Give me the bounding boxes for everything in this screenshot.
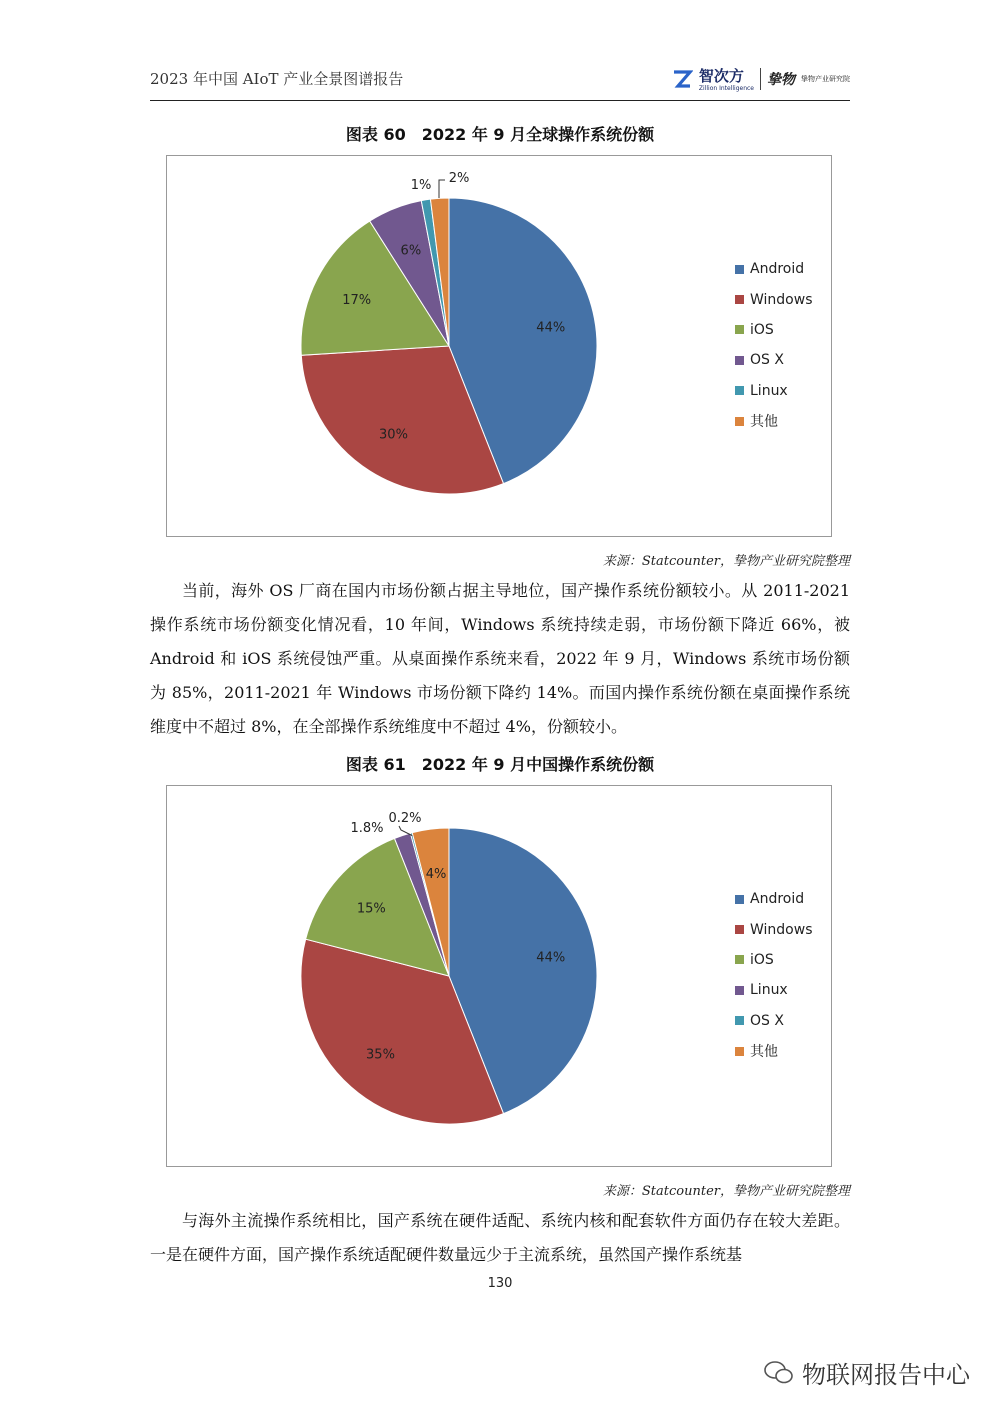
pie-data-label: 1.8% [350, 821, 384, 836]
legend-label: 其他 [750, 414, 778, 431]
logo-primary [699, 66, 754, 92]
figure-61-source: 来源：Statcounter，挚物产业研究院整理 [602, 1184, 850, 1199]
zillion-logo-icon [671, 68, 693, 90]
legend-item [735, 254, 813, 284]
header-title: 2023 年中国 AIoT 产业全景图谱报告 [150, 70, 404, 88]
legend-swatch [735, 1016, 744, 1025]
logo-divider [760, 68, 761, 90]
legend-label: Windows [750, 921, 813, 938]
wechat-icon [764, 1360, 794, 1386]
legend-label: Android [750, 891, 805, 908]
legend-item [735, 1006, 813, 1036]
page-header [150, 62, 850, 102]
pie-data-label: 30% [379, 427, 408, 443]
legend-item [735, 914, 813, 944]
legend-item [735, 945, 813, 975]
logo-primary-text: 智次方 [698, 67, 744, 85]
legend-item [735, 884, 813, 914]
figure-61-title: 图表 61 2022 年 9 月中国操作系统份额 [345, 755, 655, 774]
logo-primary-subtext: Zillion Intelligence [698, 85, 754, 92]
legend-label: Linux [750, 382, 788, 399]
figure-61-chart [166, 785, 832, 1167]
legend-label: OS X [750, 352, 784, 369]
body-paragraph-2: 与海外主流操作系统相比，国产系统在硬件适配、系统内核和配套软件方面仍存在较大差距。一是在硬件方面，国产操作系统适配硬件数量远少于主流系统，虽然国产操作系统基 [150, 1211, 850, 1264]
legend-label: OS X [750, 1012, 784, 1029]
pie-data-label: 4% [425, 867, 447, 883]
legend-item [735, 1036, 813, 1066]
pie-data-label: 44% [536, 950, 566, 966]
figure-61-pie [167, 786, 831, 1166]
body-paragraph-1: 当前，海外 OS 厂商在国内市场份额占据主导地位，国产操作系统份额较小。从 2011-2021 操作系统市场份额变化情况看，10 年间，Windows 系统持续走弱，市场份额下降近 66%，被 Android 和 iOS 系统侵蚀严重。从桌面操作系统来看，2022 年 9 月，Windows 系统市场份额为 85%，2011-2021 年 Windows 市场份额下降约 14%。而国内操作系统份额在桌面操作系统维度中不超过 8%，在全部操作系统维度中不超过 4%，份额较小。 [150, 581, 850, 736]
legend-swatch [735, 955, 744, 964]
header-logo [671, 66, 850, 92]
legend-label: Android [750, 261, 805, 278]
figure-60-title: 图表 60 2022 年 9 月全球操作系统份额 [345, 125, 655, 144]
figure-61-legend [735, 884, 813, 1066]
pie-data-label: 44% [536, 320, 566, 336]
figure-60-legend [735, 254, 813, 436]
legend-swatch [735, 417, 744, 426]
logo-secondary-subtext: 挚物产业研究院 [801, 75, 850, 83]
legend-item [735, 406, 813, 436]
pie-data-label: 0.2% [388, 811, 422, 826]
pie-leader-line [439, 180, 445, 198]
legend-swatch [735, 265, 744, 274]
legend-swatch [735, 356, 744, 365]
legend-label: iOS [750, 321, 774, 338]
legend-label: iOS [750, 951, 774, 968]
figure-60-pie [167, 156, 831, 536]
legend-swatch [735, 295, 744, 304]
legend-label: Windows [750, 291, 813, 308]
page-number: 130 [487, 1276, 513, 1291]
pie-data-label: 2% [448, 171, 470, 186]
pie-data-label: 1% [410, 178, 432, 193]
legend-item [735, 975, 813, 1005]
pie-data-label: 35% [366, 1047, 395, 1063]
legend-swatch [735, 325, 744, 334]
legend-swatch [735, 895, 744, 904]
pie-data-label: 17% [342, 292, 372, 308]
legend-item [735, 284, 813, 314]
watermark-text: 物联网报告中心 [802, 1361, 970, 1389]
legend-swatch [735, 386, 744, 395]
header-divider [150, 100, 850, 101]
logo-secondary-text: 挚物 [767, 72, 795, 88]
watermark [764, 1355, 970, 1390]
legend-swatch [735, 925, 744, 934]
pie-data-label: 6% [400, 243, 422, 259]
legend-swatch [735, 986, 744, 995]
legend-swatch [735, 1047, 744, 1056]
legend-label: 其他 [750, 1044, 778, 1061]
legend-label: Linux [750, 982, 788, 999]
legend-item [735, 315, 813, 345]
pie-data-label: 15% [356, 901, 386, 917]
legend-item [735, 376, 813, 406]
figure-60-source: 来源：Statcounter，挚物产业研究院整理 [602, 554, 850, 569]
legend-item [735, 345, 813, 375]
figure-60-chart [166, 155, 832, 537]
